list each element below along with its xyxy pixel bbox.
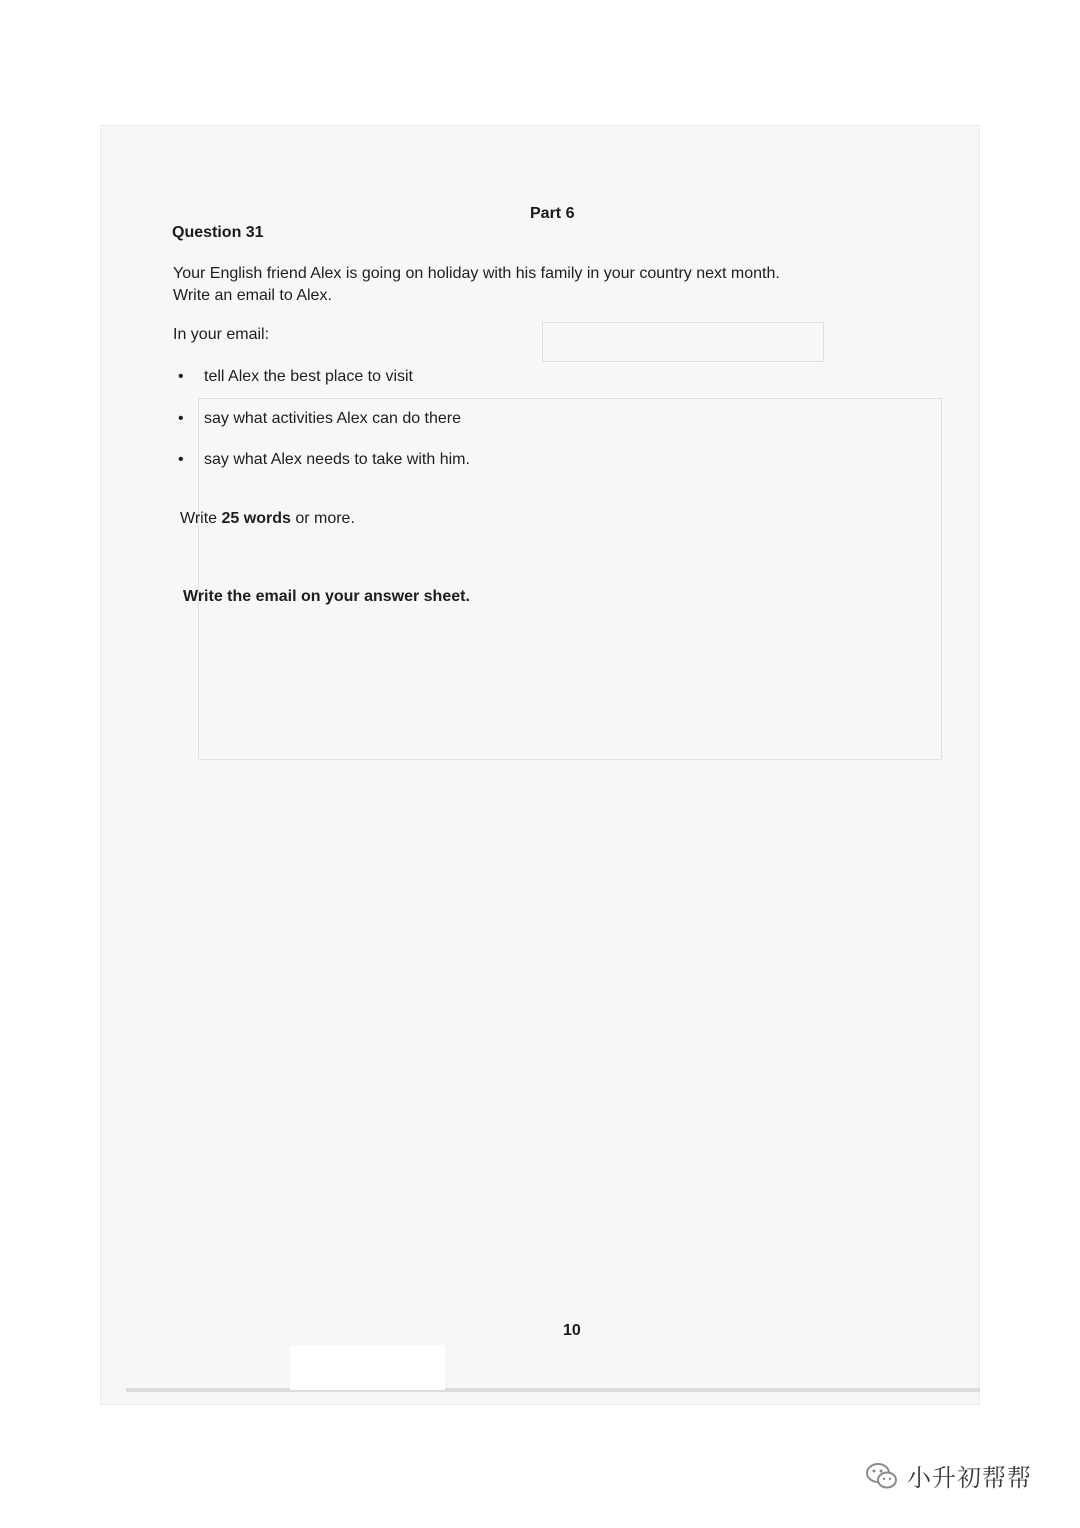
word-count-prefix: Write [180, 510, 218, 527]
bullet-text-3: say what Alex needs to take with him. [204, 451, 470, 468]
bullet-text-2: say what activities Alex can do there [204, 410, 462, 427]
watermark [865, 1458, 1032, 1493]
word-count-suffix: or more. [295, 510, 355, 527]
answer-sheet-instruction: Write the email on your answer sheet. [183, 588, 470, 605]
footer-redaction [290, 1345, 445, 1390]
bullet-text-1: tell Alex the best place to visit [204, 368, 413, 385]
word-count-instruction [180, 510, 355, 528]
word-count-bold: 25 words [221, 510, 291, 527]
part-title: Part 6 [530, 205, 575, 222]
bullet-dot-2: • [178, 410, 184, 427]
bullet-dot-3: • [178, 451, 184, 468]
email-intro: In your email: [173, 326, 270, 343]
instruction-line-1: Your English friend Alex is going on holiday with his family in your country next month. [173, 265, 780, 282]
wechat-icon [865, 1461, 899, 1491]
watermark-text: 小升初帮帮 [907, 1464, 1032, 1492]
bleed-through-box [542, 322, 824, 362]
exam-page [100, 125, 980, 1405]
question-title: Question 31 [172, 224, 264, 241]
bullet-dot-1: • [178, 368, 184, 385]
page-number: 10 [563, 1322, 581, 1339]
instruction-line-2: Write an email to Alex. [173, 287, 332, 304]
page-edge [126, 1388, 980, 1392]
